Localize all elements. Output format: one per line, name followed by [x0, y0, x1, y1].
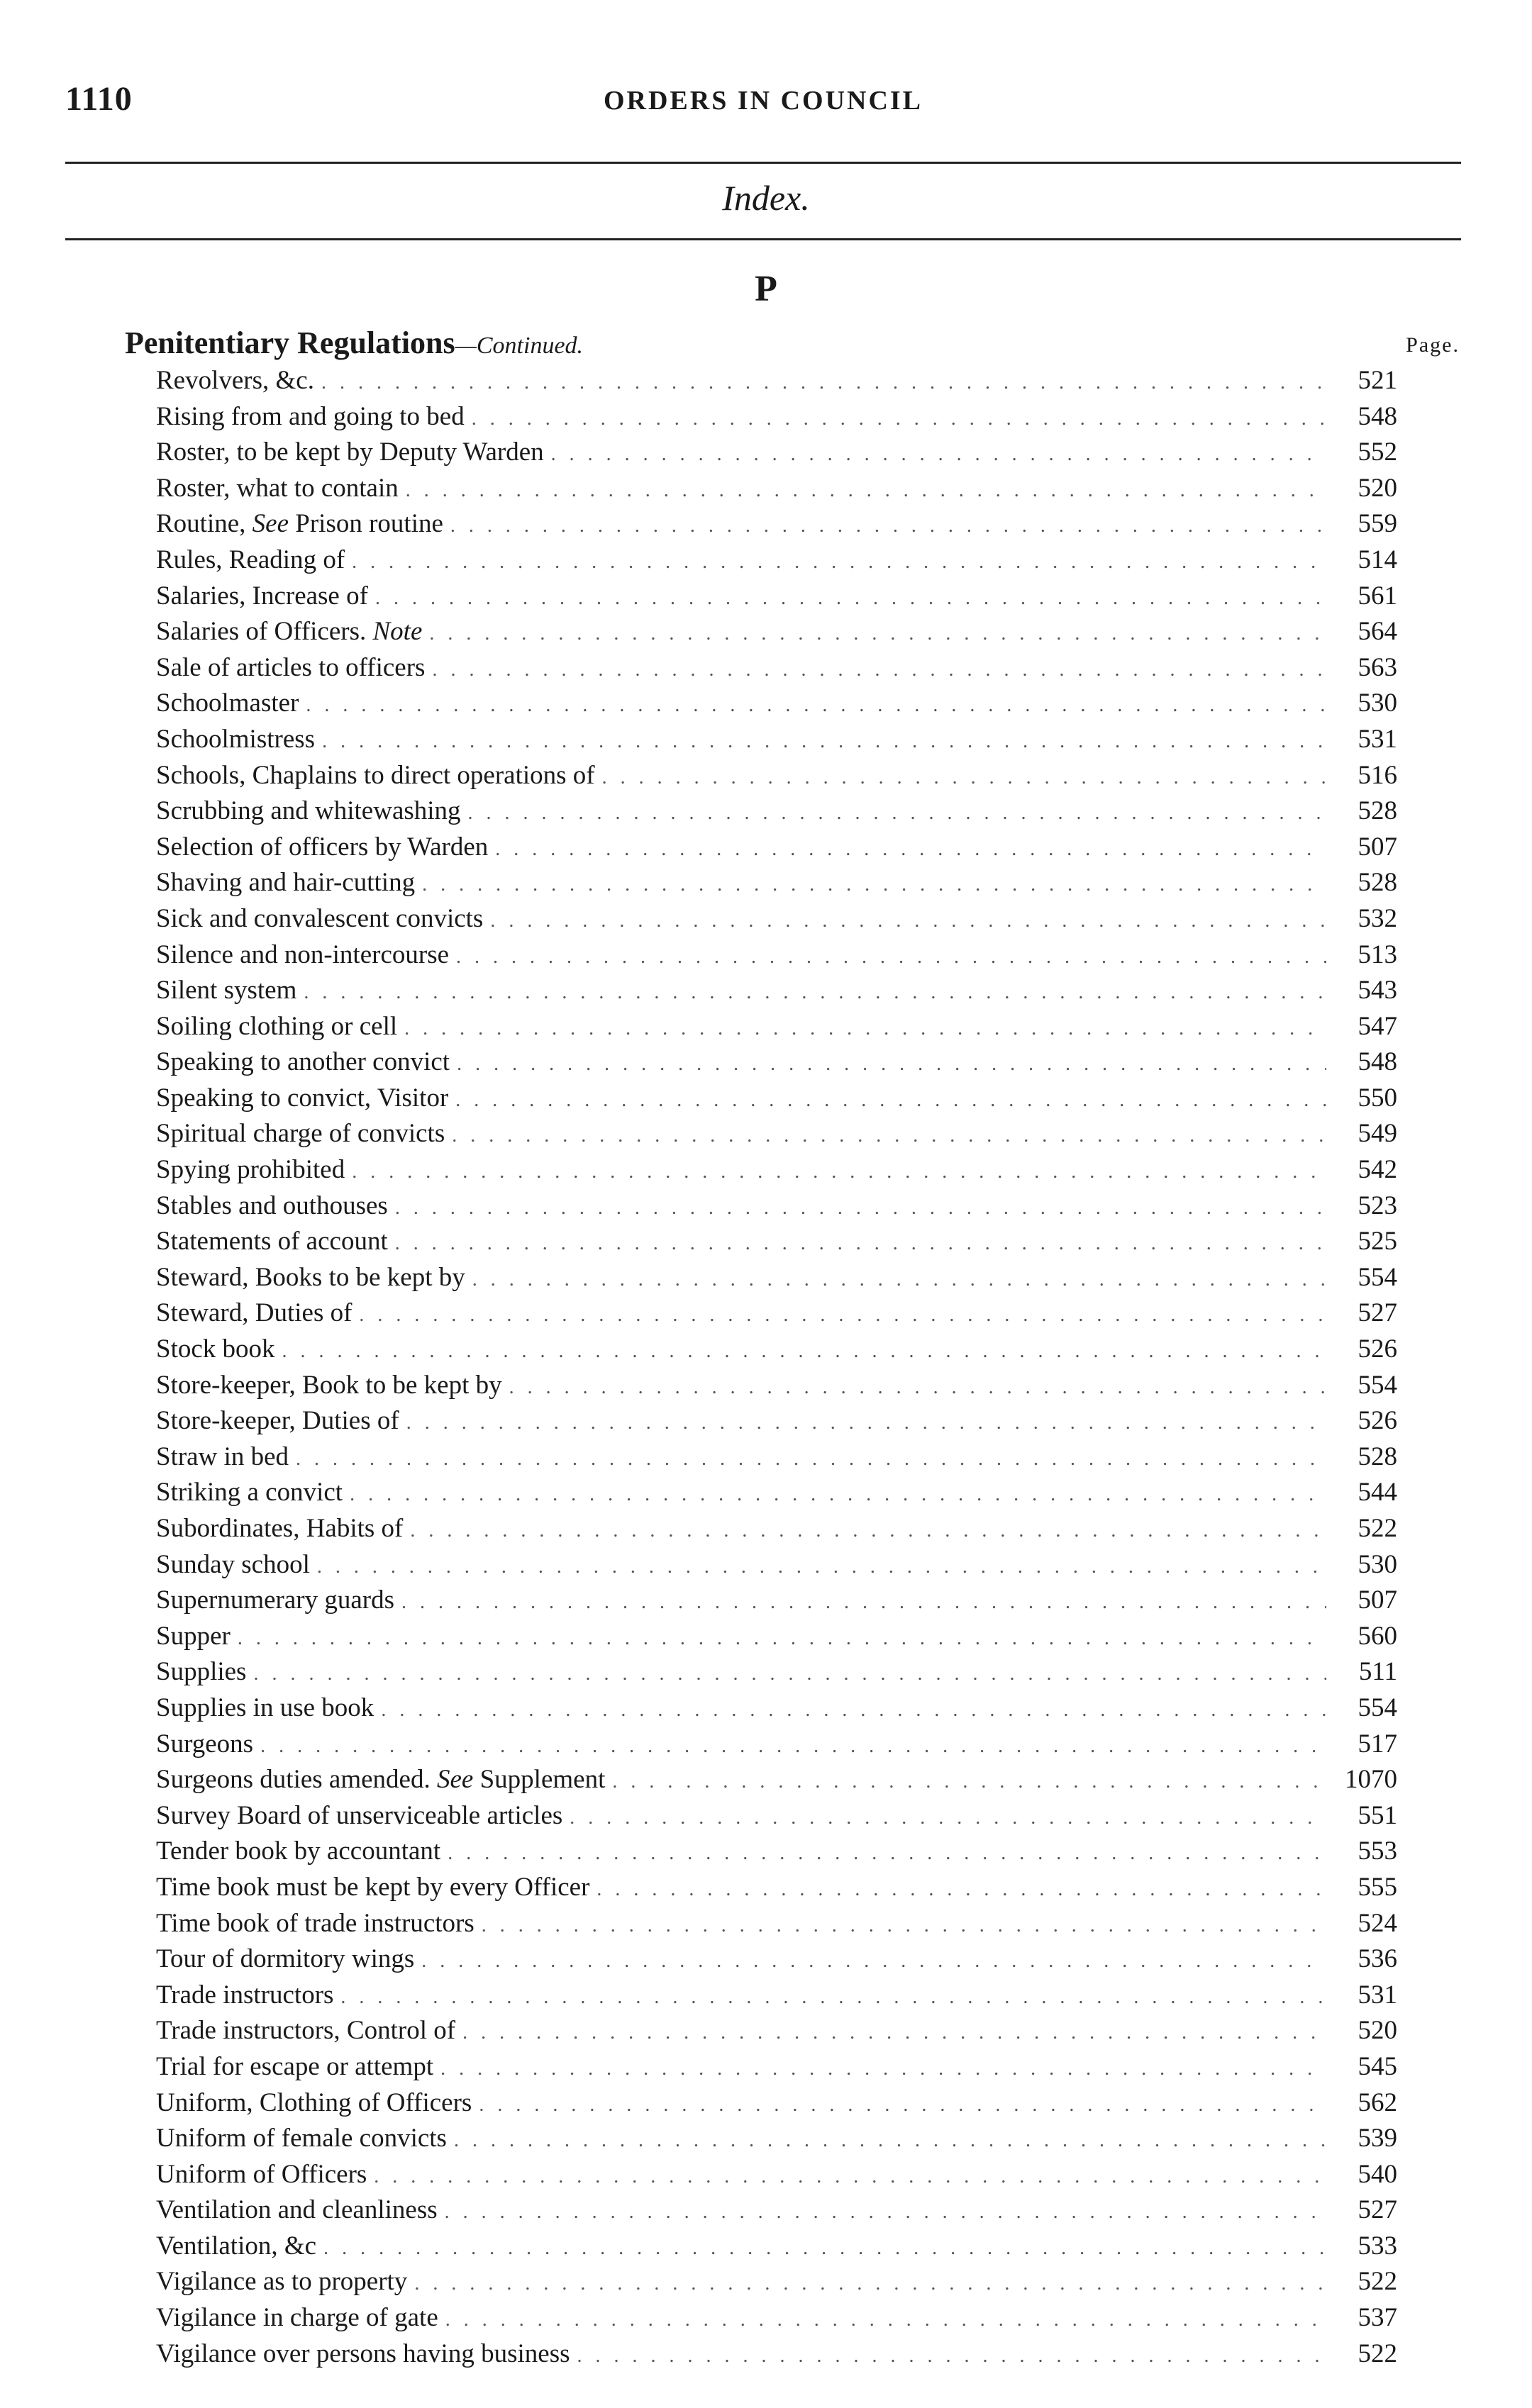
entry-page: 563	[1358, 652, 1397, 682]
entry-text: Supper	[156, 1621, 231, 1651]
entry-text: Trade instructors, Control of	[156, 2016, 456, 2046]
dot-leader	[401, 1585, 1326, 1621]
dot-leader	[456, 940, 1326, 976]
dot-leader	[445, 2195, 1326, 2231]
entry-page: 513	[1358, 940, 1397, 969]
entry-text: Ventilation and cleanliness	[156, 2195, 438, 2225]
entry-text: Supplies in use book	[156, 1693, 374, 1722]
index-entry	[156, 1798, 1397, 1834]
dot-leader	[577, 2339, 1327, 2375]
entry-text: Scrubbing and whitewashing	[156, 796, 461, 826]
entry-page: 517	[1358, 1729, 1397, 1758]
index-entry	[156, 399, 1397, 435]
entry-page: 1070	[1345, 1765, 1397, 1795]
entry-page: 548	[1358, 1047, 1397, 1077]
entry-text: Speaking to convict, Visitor	[156, 1083, 449, 1113]
entry-text: Revolvers, &c.	[156, 366, 314, 395]
index-entry	[156, 865, 1397, 901]
index-entry	[156, 363, 1397, 399]
entry-text: Store-keeper, Book to be kept by	[156, 1370, 502, 1400]
dot-leader	[414, 2266, 1326, 2302]
entry-text: Trade instructors	[156, 1980, 334, 2010]
entry-text: Roster, to be kept by Deputy Warden	[156, 437, 544, 467]
entry-text: Uniform of female convicts	[156, 2124, 447, 2153]
index-entry	[156, 1870, 1397, 1906]
index-entry	[156, 901, 1397, 937]
index-entry	[156, 1152, 1397, 1188]
dot-leader	[440, 2051, 1326, 2088]
index-entry	[156, 1511, 1397, 1547]
entry-text: Selection of officers by Warden	[156, 832, 489, 862]
entry-page: 540	[1358, 2159, 1397, 2189]
entry-text: Schoolmaster	[156, 689, 299, 718]
letter-heading: P	[755, 269, 777, 309]
index-entry	[156, 2192, 1397, 2229]
entry-text: Speaking to another convict	[156, 1047, 450, 1077]
entry-text: Subordinates, Habits of	[156, 1514, 404, 1543]
index-entry	[156, 2229, 1397, 2265]
dot-leader	[479, 2088, 1326, 2124]
index-entry	[156, 2049, 1397, 2085]
entry-page: 555	[1358, 1872, 1397, 1902]
entry-page: 548	[1358, 401, 1397, 431]
dot-leader	[406, 473, 1326, 509]
entry-page: 527	[1358, 2195, 1397, 2225]
dot-leader	[304, 975, 1326, 1011]
index-entry	[156, 1834, 1397, 1870]
entry-page: 507	[1358, 832, 1397, 862]
dot-leader	[323, 2231, 1326, 2267]
index-entry	[156, 2336, 1397, 2373]
entry-text: Vigilance over persons having business	[156, 2339, 570, 2368]
entry-page: 560	[1358, 1621, 1397, 1651]
dot-leader	[352, 1154, 1326, 1191]
entry-page: 511	[1358, 1657, 1397, 1687]
entry-text: Stock book	[156, 1334, 275, 1364]
entry-text: Silent system	[156, 976, 297, 1005]
entry-page: 524	[1358, 1908, 1397, 1938]
entry-text: Striking a convict	[156, 1478, 343, 1507]
entry-page: 507	[1358, 1585, 1397, 1615]
entry-page: 520	[1358, 473, 1397, 503]
entry-page: 537	[1358, 2303, 1397, 2333]
dot-leader	[490, 903, 1326, 940]
entry-text: Surgeons	[156, 1729, 254, 1758]
dot-leader	[410, 1513, 1326, 1549]
dot-leader	[482, 1908, 1326, 1944]
entry-page: 528	[1358, 1442, 1397, 1471]
index-entry	[156, 1009, 1397, 1045]
dot-leader	[454, 2123, 1326, 2159]
running-title: ORDERS IN COUNCIL	[603, 86, 923, 116]
dot-leader	[570, 1800, 1326, 1836]
entry-page: 539	[1358, 2124, 1397, 2153]
entry-text: Salaries of Officers. Note	[156, 617, 423, 647]
entry-page: 553	[1358, 1836, 1397, 1866]
entry-text: Survey Board of unserviceable articles	[156, 1800, 563, 1830]
entry-page: 520	[1358, 2016, 1397, 2046]
running-head	[65, 79, 1461, 129]
dot-leader	[306, 688, 1326, 724]
index-entry	[156, 435, 1397, 471]
dot-leader	[395, 1226, 1326, 1262]
entry-page: 536	[1358, 1944, 1397, 1974]
page-column-header: Page.	[1406, 333, 1460, 357]
entry-text: Uniform, Clothing of Officers	[156, 2088, 472, 2117]
index-entry	[156, 830, 1397, 866]
entry-text: Trial for escape or attempt	[156, 2051, 434, 2081]
dot-leader	[455, 1083, 1326, 1119]
entry-page: 526	[1358, 1334, 1397, 1364]
index-entry	[156, 1295, 1397, 1332]
index-entry	[156, 2013, 1397, 2049]
dot-leader	[602, 760, 1326, 796]
entry-text: Supernumerary guards	[156, 1585, 394, 1615]
dot-leader	[340, 1980, 1326, 2016]
index-entry	[156, 1978, 1397, 2014]
index-entry	[156, 1260, 1397, 1296]
dot-leader	[429, 616, 1326, 652]
entry-text: Rising from and going to bed	[156, 401, 465, 431]
index-entry	[156, 2085, 1397, 2122]
index-entry	[156, 471, 1397, 507]
index-entry	[156, 722, 1397, 758]
entry-page: 528	[1358, 868, 1397, 898]
entry-page: 522	[1358, 2339, 1397, 2368]
entry-text: Stables and outhouses	[156, 1191, 388, 1220]
entry-page: 561	[1358, 581, 1397, 611]
entry-page: 554	[1358, 1262, 1397, 1292]
index-entry	[156, 1368, 1397, 1404]
entry-text: Shaving and hair-cutting	[156, 868, 416, 898]
index-entry	[156, 1188, 1397, 1225]
group-title: Penitentiary Regulations	[125, 325, 455, 360]
dot-leader	[282, 1334, 1326, 1370]
index-entry	[156, 1044, 1397, 1081]
entry-page: 543	[1358, 976, 1397, 1005]
dot-leader	[374, 2159, 1326, 2195]
entry-page: 542	[1358, 1155, 1397, 1185]
index-entry	[156, 1116, 1397, 1152]
entry-text: Silence and non-intercourse	[156, 940, 450, 969]
entry-page: 562	[1358, 2088, 1397, 2117]
index-entry	[156, 1690, 1397, 1727]
index-entry	[156, 1224, 1397, 1260]
entry-page: 522	[1358, 1514, 1397, 1543]
entry-page: 527	[1358, 1298, 1397, 1328]
index-entry	[156, 1762, 1397, 1798]
index-entry	[156, 1403, 1397, 1439]
entry-page: 549	[1358, 1119, 1397, 1149]
dot-leader	[450, 508, 1326, 545]
index-entry	[156, 1332, 1397, 1368]
dot-leader	[472, 401, 1326, 437]
entry-page: 550	[1358, 1083, 1397, 1113]
entry-page: 564	[1358, 617, 1397, 647]
index-entry	[156, 2300, 1397, 2336]
dot-leader	[422, 867, 1326, 903]
page-number: 1110	[65, 80, 133, 118]
index-entry	[156, 1941, 1397, 1978]
dot-leader	[350, 1477, 1326, 1513]
dot-leader	[359, 1298, 1326, 1334]
index-entry	[156, 1439, 1397, 1476]
dot-leader	[495, 832, 1326, 868]
entry-page: 516	[1358, 760, 1397, 790]
entry-text: Time book of trade instructors	[156, 1908, 474, 1938]
entry-text: Statements of account	[156, 1227, 388, 1256]
dot-leader	[462, 2015, 1326, 2051]
entry-page: 552	[1358, 437, 1397, 467]
entry-page: 545	[1358, 2051, 1397, 2081]
index-entry	[156, 1619, 1397, 1655]
top-rule	[65, 162, 1461, 164]
entry-page: 523	[1358, 1191, 1397, 1220]
index-entry	[156, 1727, 1397, 1763]
entry-page: 531	[1358, 724, 1397, 754]
entry-text: Sale of articles to officers	[156, 652, 426, 682]
dot-leader	[395, 1191, 1326, 1227]
dot-leader	[452, 1118, 1326, 1154]
index-entry	[156, 614, 1397, 650]
entry-text: Time book must be kept by every Officer	[156, 1872, 590, 1902]
dot-leader	[352, 545, 1326, 581]
dot-leader	[612, 1764, 1326, 1800]
dot-leader	[375, 581, 1326, 617]
entry-text: Routine, See Prison routine	[156, 509, 443, 539]
dot-leader	[260, 1729, 1326, 1765]
entry-text: Steward, Books to be kept by	[156, 1262, 465, 1292]
entry-text: Supplies	[156, 1657, 247, 1687]
dot-leader	[472, 1262, 1326, 1298]
bottom-rule	[65, 238, 1461, 240]
index-entry	[156, 1475, 1397, 1511]
dot-leader	[317, 1549, 1326, 1585]
dot-leader	[406, 1405, 1326, 1442]
entry-text: Sick and convalescent convicts	[156, 903, 484, 933]
entry-text: Roster, what to contain	[156, 473, 399, 503]
entry-text: Soiling clothing or cell	[156, 1011, 398, 1041]
dot-leader	[421, 1944, 1326, 1980]
entry-text: Schools, Chaplains to direct operations of	[156, 760, 595, 790]
entry-text: Salaries, Increase of	[156, 581, 368, 611]
entry-text: Ventilation, &c	[156, 2231, 317, 2261]
entry-page: 544	[1358, 1478, 1397, 1507]
dot-leader	[404, 1011, 1326, 1047]
index-entry	[156, 1081, 1397, 1117]
entry-page: 559	[1358, 509, 1397, 539]
dot-leader	[381, 1693, 1326, 1729]
entry-page: 514	[1358, 545, 1397, 574]
dot-leader	[296, 1442, 1326, 1478]
entry-page: 551	[1358, 1800, 1397, 1830]
dot-leader	[596, 1872, 1326, 1908]
index-entry	[156, 793, 1397, 830]
dot-leader	[253, 1656, 1326, 1693]
index-entry	[156, 973, 1397, 1009]
index-entry	[156, 650, 1397, 686]
entry-text: Uniform of Officers	[156, 2159, 367, 2189]
index-entry	[156, 506, 1397, 542]
entry-page: 532	[1358, 903, 1397, 933]
entry-page: 547	[1358, 1011, 1397, 1041]
entry-page: 525	[1358, 1227, 1397, 1256]
index-entry	[156, 758, 1397, 794]
entry-page: 526	[1358, 1406, 1397, 1436]
index-entry	[156, 686, 1397, 722]
entry-text: Store-keeper, Duties of	[156, 1406, 399, 1436]
entry-page: 554	[1358, 1370, 1397, 1400]
entry-page: 522	[1358, 2267, 1397, 2297]
index-entry	[156, 1547, 1397, 1583]
dot-leader	[432, 652, 1326, 689]
index-entry	[156, 1583, 1397, 1619]
dot-leader	[457, 1047, 1326, 1083]
group-continued: —Continued.	[455, 333, 584, 359]
entry-text: Steward, Duties of	[156, 1298, 353, 1328]
index-entry	[156, 2264, 1397, 2300]
entry-text: Tender book by accountant	[156, 1836, 441, 1866]
entry-text: Vigilance in charge of gate	[156, 2303, 438, 2333]
index-entry	[156, 1906, 1397, 1942]
dot-leader	[322, 724, 1326, 760]
dot-leader	[468, 796, 1326, 832]
index-entries	[156, 363, 1397, 2372]
section-heading: Index.	[722, 178, 810, 218]
entry-text: Spiritual charge of convicts	[156, 1119, 445, 1149]
entry-page: 554	[1358, 1693, 1397, 1722]
dot-leader	[448, 1836, 1326, 1872]
entry-text: Tour of dormitory wings	[156, 1944, 415, 1974]
dot-leader	[321, 365, 1326, 401]
entry-text: Vigilance as to property	[156, 2267, 408, 2297]
dot-leader	[445, 2302, 1326, 2339]
index-entry	[156, 1654, 1397, 1690]
entry-page: 521	[1358, 366, 1397, 395]
entry-page: 531	[1358, 1980, 1397, 2010]
entry-text: Spying prohibited	[156, 1155, 345, 1185]
index-entry	[156, 937, 1397, 974]
index-entry	[156, 2157, 1397, 2193]
entry-text: Rules, Reading of	[156, 545, 345, 574]
entry-page: 528	[1358, 796, 1397, 826]
dot-leader	[238, 1621, 1326, 1657]
entry-page: 530	[1358, 1549, 1397, 1579]
dot-leader	[551, 437, 1326, 473]
index-entry	[156, 579, 1397, 615]
entry-page: 533	[1358, 2231, 1397, 2261]
entry-text: Sunday school	[156, 1549, 310, 1579]
index-entry	[156, 2121, 1397, 2157]
index-entry	[156, 542, 1397, 579]
dot-leader	[509, 1370, 1326, 1406]
entry-page: 530	[1358, 689, 1397, 718]
group-heading	[125, 325, 1465, 362]
entry-text: Schoolmistress	[156, 724, 316, 754]
entry-text: Surgeons duties amended. See Supplement	[156, 1765, 606, 1795]
entry-text: Straw in bed	[156, 1442, 289, 1471]
